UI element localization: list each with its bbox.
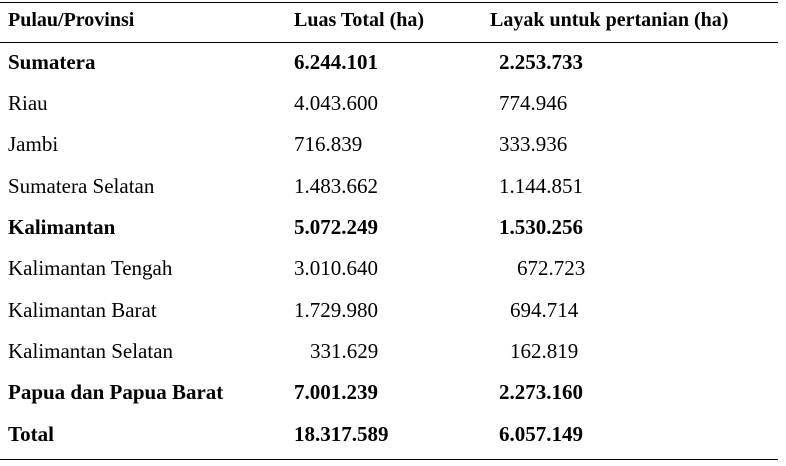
row-layak: 6.057.149 (499, 422, 583, 446)
row-luas-total: 5.072.249 (294, 215, 378, 239)
table-row (0, 42, 786, 82)
table-row (0, 248, 786, 288)
row-luas-total: 7.001.239 (294, 380, 378, 404)
row-luas-total: 6.244.101 (294, 50, 378, 74)
row-luas-total: 1.483.662 (294, 174, 378, 198)
row-luas-total: 3.010.640 (294, 256, 378, 280)
row-name: Total (8, 422, 54, 446)
table-row (0, 166, 786, 206)
row-layak: 162.819 (510, 339, 579, 363)
row-luas-total: 18.317.589 (294, 422, 389, 446)
row-name: Riau (8, 91, 48, 115)
row-name: Sumatera Selatan (8, 174, 155, 198)
row-name: Kalimantan (8, 215, 116, 239)
table-row (0, 83, 786, 123)
table-row (0, 207, 786, 247)
header-pulau-provinsi: Pulau/Provinsi (8, 9, 135, 31)
row-luas-total: 331.629 (310, 339, 379, 363)
table-row (0, 331, 786, 371)
row-name: Jambi (8, 132, 59, 156)
table-row (0, 290, 786, 330)
row-layak: 2.273.160 (499, 380, 583, 404)
row-layak: 1.144.851 (499, 174, 583, 198)
row-layak: 774.946 (499, 91, 568, 115)
row-name: Kalimantan Tengah (8, 256, 173, 280)
row-layak: 672.723 (517, 256, 586, 280)
row-name: Kalimantan Barat (8, 298, 157, 322)
row-layak: 694.714 (510, 298, 579, 322)
row-luas-total: 716.839 (294, 132, 363, 156)
row-layak: 2.253.733 (499, 50, 583, 74)
row-luas-total: 4.043.600 (294, 91, 378, 115)
row-luas-total: 1.729.980 (294, 298, 378, 322)
row-layak: 1.530.256 (499, 215, 583, 239)
table-header-row (0, 0, 786, 40)
row-name: Sumatera (8, 50, 96, 74)
table-bottom-rule (0, 459, 778, 460)
table-row (0, 124, 786, 164)
row-layak: 333.936 (499, 132, 568, 156)
table-row (0, 372, 786, 412)
row-name: Papua dan Papua Barat (8, 380, 224, 404)
header-luas-total: Luas Total (ha) (294, 9, 425, 31)
header-layak-pertanian: Layak untuk pertanian (ha) (490, 9, 729, 31)
table-row (0, 414, 786, 454)
row-name: Kalimantan Selatan (8, 339, 174, 363)
